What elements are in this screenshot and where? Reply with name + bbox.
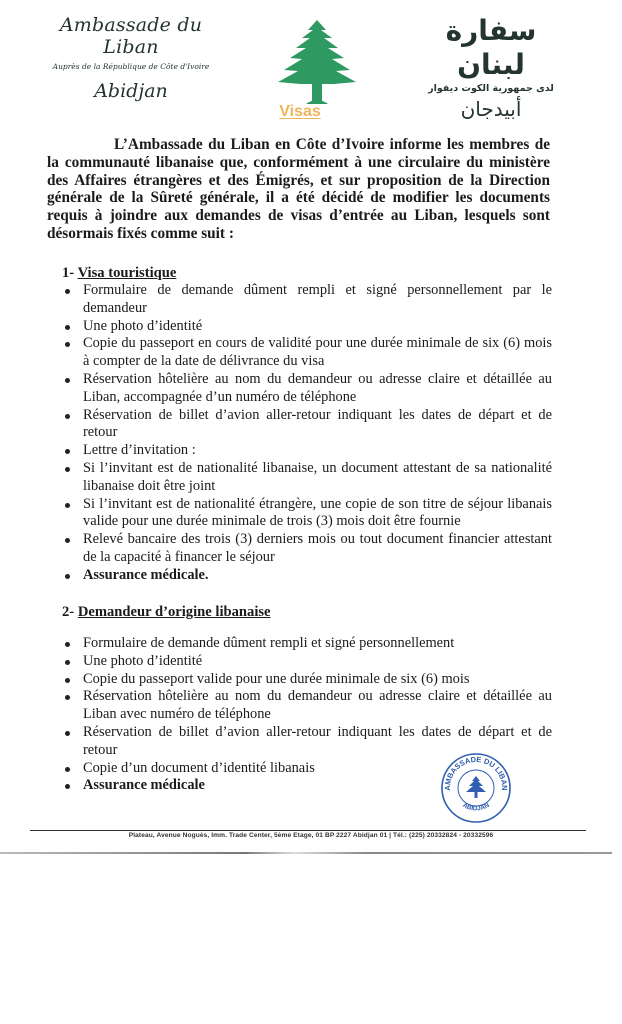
- embassy-city-ar: أبيدجان: [460, 97, 522, 121]
- embassy-name-ar: سفارة لبنان: [445, 14, 537, 81]
- list-item: Assurance médicale: [62, 777, 552, 795]
- intro-paragraph: L’Ambassade du Liban en Côte d’Ivoire informe les membres de la communauté libanaise que, conformément à une circulaire du ministère des Affaires étrangères et des Émigrés, et sur proposition de la Direction générale de la Sûreté générale, il a été décidé de modifier les documents requis à joindre aux demandes de visas d’entrée au Liban, lesquels sont désormais fixés comme suit :: [47, 136, 550, 242]
- list-item: Si l’invitant est de nationalité étrangère, une copie de son titre de séjour libanais valide pour une durée minimale de trois (3) mois doit être fournie: [62, 496, 552, 532]
- list-item: Copie du passeport en cours de validité pour une durée minimale de six (6) mois à compter de la date de délivrance du visa: [62, 335, 552, 371]
- section-heading: [62, 264, 552, 282]
- page-edge-line: [0, 852, 612, 854]
- list-item: Formulaire de demande dûment rempli et signé personnellement: [62, 635, 552, 653]
- list-item: Réservation hôtelière au nom du demandeur ou adresse claire et détaillée au Liban avec numéro de téléphone: [62, 688, 552, 724]
- letterhead-french: [36, 14, 226, 106]
- section-title: Visa touristique: [77, 265, 177, 281]
- footer-address: Plateau, Avenue Noguès, Imm. Trade Center, 5ème Etage, 01 BP 2227 Abidjan 01 | Tél.: (225) 20332824 - 20332596: [128, 832, 494, 839]
- list-item: Une photo d’identité: [62, 653, 552, 671]
- list-item: Réservation de billet d’avion aller-retour indiquant les dates de départ et de retour: [62, 724, 552, 760]
- requirements-list: [62, 282, 552, 585]
- list-item: Relevé bancaire des trois (3) derniers mois ou tout document financier attestant de la capacité à financer le séjour: [62, 531, 552, 567]
- section-tourist-visa: [62, 264, 552, 585]
- list-item: Copie d’un document d’identité libanais: [62, 760, 552, 778]
- list-item: Réservation hôtelière au nom du demandeur ou adresse claire et détaillée au Liban, accompagnée d’un numéro de téléphone: [62, 371, 552, 407]
- list-item: Lettre d’invitation :: [62, 442, 552, 460]
- section-heading: [62, 603, 552, 621]
- list-item: Copie du passeport valide pour une durée minimale de six (6) mois: [62, 671, 552, 689]
- list-item: Une photo d’identité: [62, 318, 552, 336]
- section-title: Demandeur d’origine libanaise: [77, 604, 271, 620]
- list-item: Réservation de billet d’avion aller-retour indiquant les dates de départ et de retour: [62, 407, 552, 443]
- list-item: Assurance médicale.: [62, 567, 552, 585]
- embassy-city-fr: Abidjan: [94, 80, 168, 102]
- cedar-tree-icon: [276, 18, 358, 108]
- svg-text:ABIDJAN: ABIDJAN: [461, 801, 491, 813]
- list-item: Formulaire de demande dûment rempli et signé personnellement par le demandeur: [62, 282, 552, 318]
- embassy-name-fr: Ambassade du Liban: [59, 14, 203, 58]
- cedar-stamp-icon: [466, 776, 486, 798]
- page-title: Visas: [279, 103, 321, 120]
- list-item: Si l’invitant est de nationalité libanaise, un document attestant de sa nationalité libanaise doit être joint: [62, 460, 552, 496]
- section-number: 1-: [62, 265, 75, 281]
- svg-text:AMBASSADE DU LIBAN: AMBASSADE DU LIBAN: [442, 754, 510, 791]
- footer-divider: [30, 830, 586, 831]
- embassy-subtitle-ar: لدى جمهورية الكوت ديفوار: [428, 83, 554, 94]
- embassy-stamp-icon: [440, 752, 512, 824]
- section-number: 2-: [62, 604, 75, 620]
- embassy-subtitle-fr: Auprès de la République de Côte d'Ivoire: [52, 62, 210, 71]
